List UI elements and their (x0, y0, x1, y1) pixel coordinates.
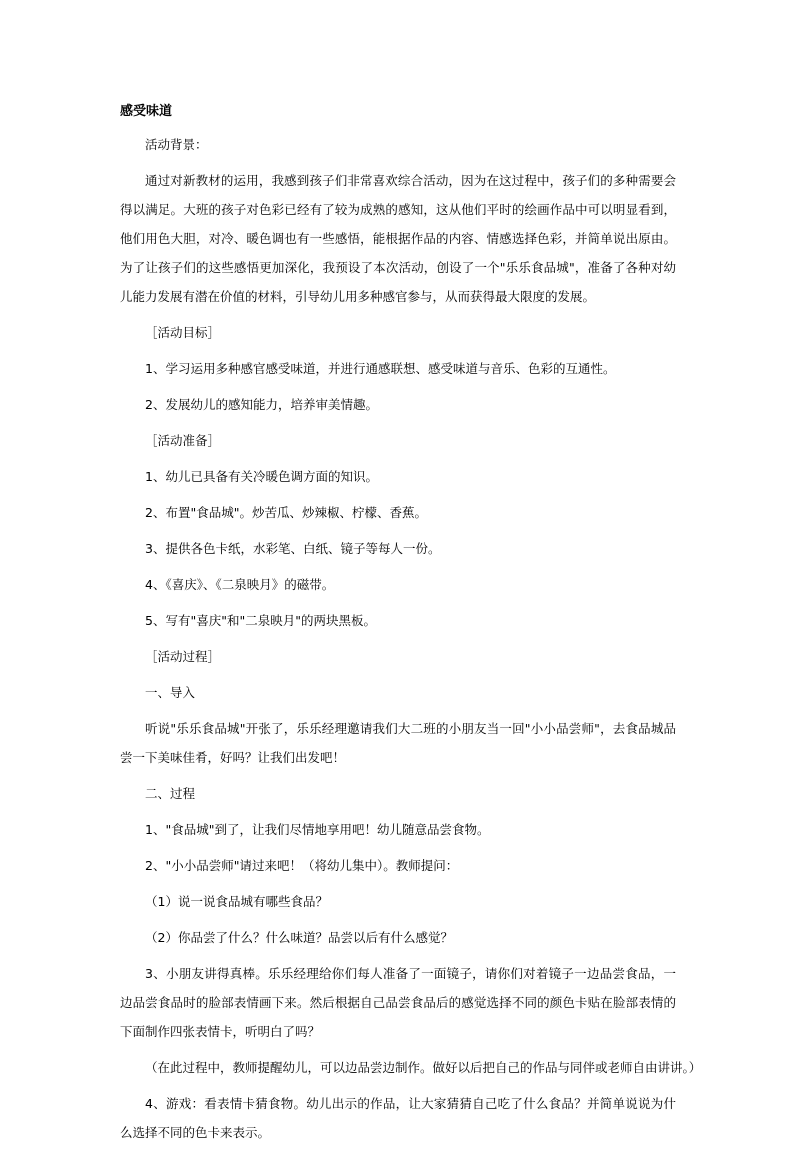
process-note: （在此过程中，教师提醒幼儿，可以边品尝边制作。做好以后把自己的作品与同伴或老师自由讲讲。） (145, 1060, 702, 1075)
document-title: 感受味道 (120, 104, 173, 119)
background-paragraph: 通过对新教材的运用，我感到孩子们非常喜欢综合活动，因为在这过程中，孩子们的多种需要会得以满足。大班的孩子对色彩已经有了较为成熟的感知，这从他们平时的绘画作品中可以明显看到，他们用色大胆，对冷、暖色调也有一些感悟，能根据作品的内容、情感选择色彩，并简单说出原由。为了让孩子们的这些感悟更加深化，我预设了本次活动，创设了一个"乐乐食品城"，准备了各种对幼儿能力发展有潜在价值的材料，引导幼儿用多种感官参与，从而获得最大限度的发展。 (120, 173, 676, 304)
section-label-background: 活动背景： (145, 137, 208, 152)
process-step-2: 2、"小小品尝师"请过来吧！（将幼儿集中）。教师提问： (145, 858, 459, 873)
process-subheading-intro: 一、导入 (145, 685, 196, 700)
process-step-1: 1、"食品城"到了，让我们尽情地享用吧！幼儿随意品尝食物。 (145, 822, 490, 837)
question-2: （2）你品尝了什么？什么味道？品尝以后有什么感觉？ (145, 930, 453, 945)
section-heading-preparation: ［活动准备］ (145, 433, 221, 448)
process-step-3: 3、小朋友讲得真棒。乐乐经理给你们每人准备了一面镜子，请你们对着镜子一边品尝食品，一边品尝食品时的脸部表情画下来。然后根据自己品尝食品后的感觉选择不同的颜色卡贴在脸部表情的下面制作四张表情卡，听明白了吗？ (120, 966, 676, 1039)
question-1: （1）说一说食品城有哪些食品？ (145, 894, 328, 909)
preparation-item-2: 2、布置"食品城"。炒苦瓜、炒辣椒、柠檬、香蕉。 (145, 505, 427, 520)
preparation-item-5: 5、写有"喜庆"和"二泉映月"的两块黑板。 (145, 613, 376, 628)
section-heading-process: ［活动过程］ (145, 649, 221, 664)
document-body (120, 130, 702, 1154)
preparation-item-3: 3、提供各色卡纸，水彩笔、白纸、镜子等每人一份。 (145, 541, 441, 556)
process-subheading-steps: 二、过程 (145, 786, 196, 801)
intro-paragraph: 听说"乐乐食品城"开张了，乐乐经理邀请我们大二班的小朋友当一回"小小品尝师"，去食品城品尝一下美味佳肴，好吗？让我们出发吧！ (120, 721, 676, 765)
goal-item-2: 2、发展幼儿的感知能力，培养审美情趣。 (145, 397, 378, 412)
preparation-item-4: 4、《喜庆》、《二泉映月》的磁带。 (145, 577, 335, 592)
section-heading-goals: ［活动目标］ (145, 325, 221, 340)
goal-item-1: 1、学习运用多种感官感受味道，并进行通感联想、感受味道与音乐、色彩的互通性。 (145, 361, 616, 376)
preparation-item-1: 1、幼儿已具备有关冷暖色调方面的知识。 (145, 469, 378, 484)
process-step-4: 4、游戏：看表情卡猜食物。幼儿出示的作品，让大家猜猜自己吃了什么食品？并简单说说为什么选择不同的色卡来表示。 (120, 1096, 676, 1140)
